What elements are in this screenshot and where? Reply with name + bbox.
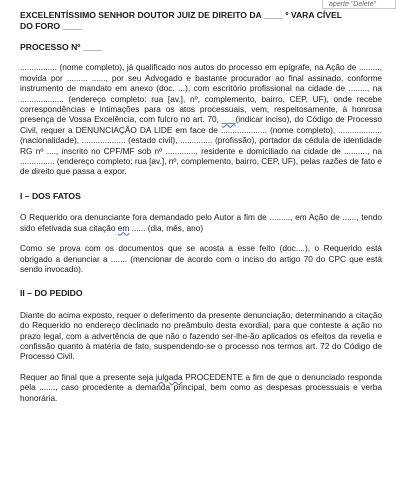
qualification-paragraph xyxy=(20,62,382,176)
header-line-1: EXCELENTÍSSIMO SENHOR DOUTOR JUIZ DE DIREITO DA ____ º VARA CÍVEL xyxy=(20,10,342,20)
facts-p1-spell-word: em xyxy=(117,222,130,233)
document-page xyxy=(20,10,382,403)
header-line-2: DO FORO ____ xyxy=(20,21,82,31)
section-request-title: II – DO PEDIDO xyxy=(20,288,83,299)
request-p2-spell-word: julgada xyxy=(155,371,183,382)
section-facts-title: I – DOS FATOS xyxy=(20,190,81,201)
process-number: PROCESSO Nº ____ xyxy=(20,42,102,52)
facts-paragraph-1 xyxy=(20,212,382,233)
facts-p1-text-2: ...... (dia, mês, ano) xyxy=(131,222,204,233)
facts-paragraph-2: Como se prova com os documentos que se acosta a esse feito (doc....), o Requerido está obrigado a denunciar a ....... (mencionar de acordo com o inciso do artigo 70 do CPC que está sendo invocado). xyxy=(20,243,382,274)
delete-hint-tooltip: aperte "Delete" xyxy=(322,0,396,9)
request-p2-text-2: PROCEDENTE a fim de que o denunciado responda pela ......., caso procedente a demanda principal, bem como as despesas processuais e verba honorária. xyxy=(20,371,382,403)
qualification-text-2: (indicar inciso), do Código de Processo Civil, requer a DENUNCIAÇÃO DA LIDE em face de .................... (nome completo), ................... (nacionalidade), ................... (estado civil), .............. (profissão), portador da cédula de identidade RG nº ...., inscrito no CPF/MF sob nº ............., residente e domiciliado na cidade de .........., na ............... (endereço completo: rua [av.], nº, complemento, bairro, CEP, UF), pelas razões de fato e de direito que passa a expor. xyxy=(20,114,382,177)
inciso-blank: ___ xyxy=(221,114,236,125)
request-paragraph-1: Diante do acima exposto, requer o deferimento da presente denunciação, determinando a citação do Requerido no endereço declinado no preâmbulo desta exordial, para que conteste a ação no prazo legal, com a advertência de que não o fazendo ser-lhe-ão aplicados os efeitos da revelia e confissão quanto à matéria de fato, suspendendo-se o processo nos termos art. 72 do Código de Processo Civil. xyxy=(20,309,382,362)
qualification-text-1: ................ (nome completo), já qualificado nos autos do processo em epígrafe, na Ação de ........., movida por ......... ......, por seu Advogado e bastante procurador ao final assinado, conforme instrumento de mandato em anexo (doc. ...), com escritório profissional na cidade de ........, na ................... (endereço completo: rua [av.], nº, complemento, bairro, CEP, UF), onde recebe correspondências e intimações para os atos processuais, vem, respeitosamente, à honrosa presença de Vossa Excelência, com fulcro no art. 70, xyxy=(20,62,382,125)
request-p2-text-1: Requer ao final que a presente seja xyxy=(20,371,154,382)
court-address-header xyxy=(20,10,382,32)
facts-p1-text-1: O Requerido ora denunciante fora demandado pelo Autor a fim de ........., em Ação de ......, tendo sido efetivada sua citação xyxy=(20,212,382,233)
request-paragraph-2 xyxy=(20,372,382,403)
